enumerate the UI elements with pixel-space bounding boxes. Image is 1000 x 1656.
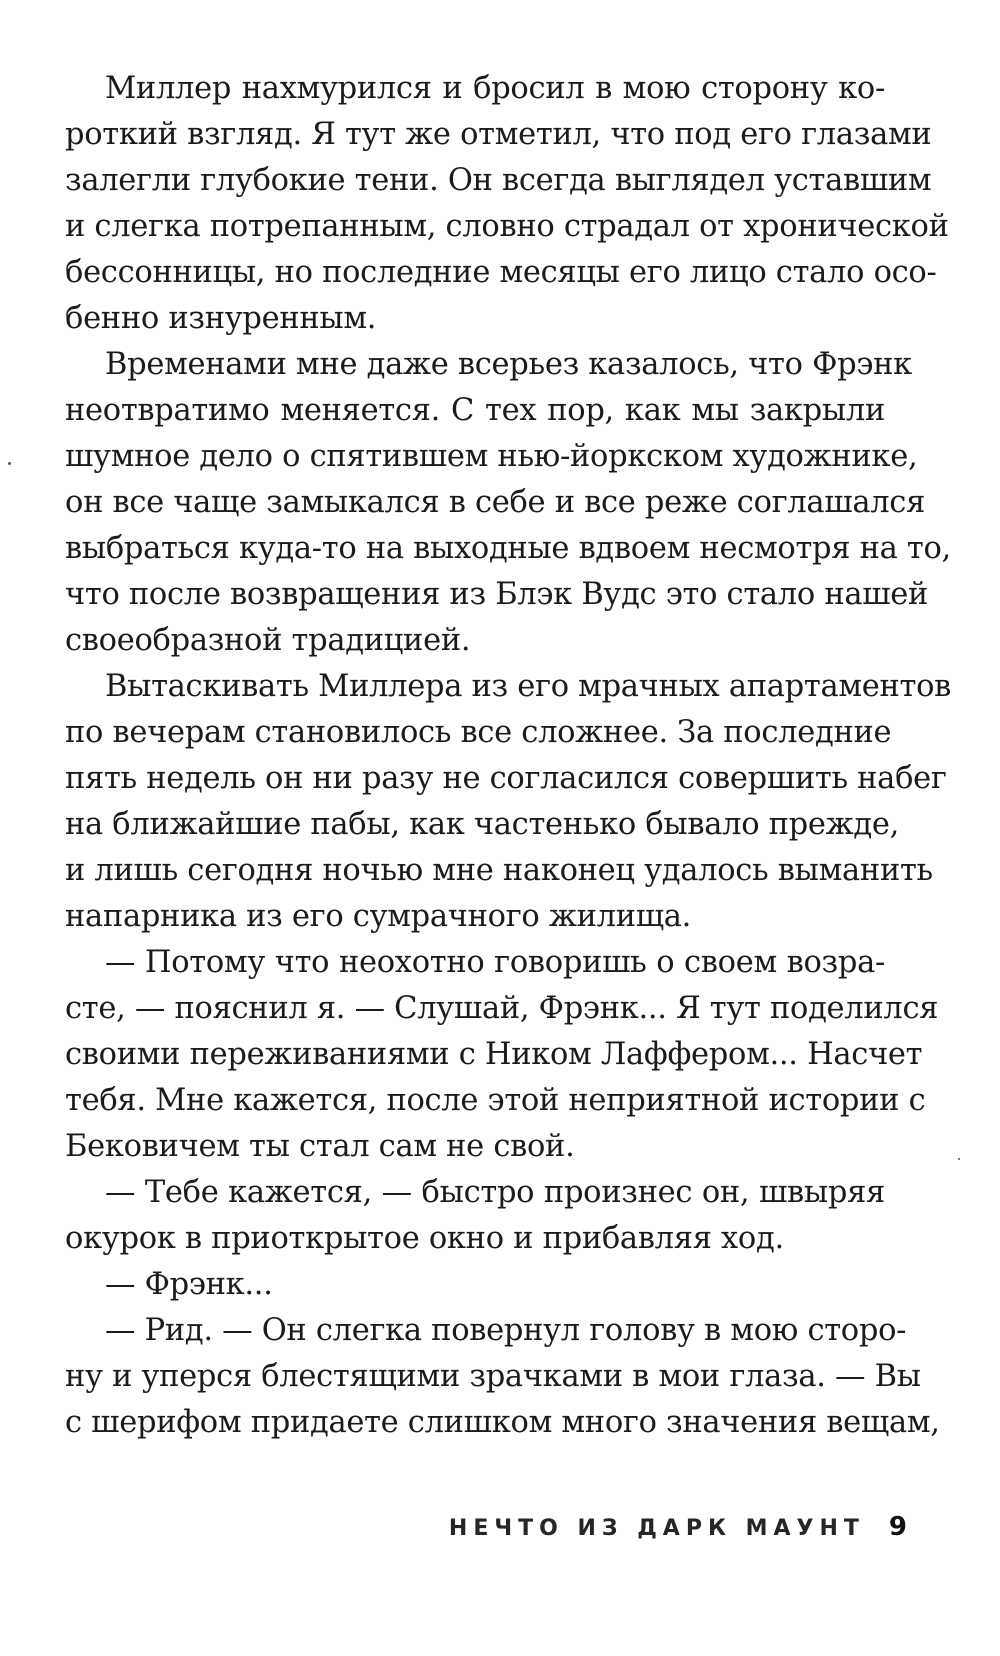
text-line: бессонницы, но последние месяцы его лицо стало осо- (65, 255, 937, 290)
text-line: тебя. Мне кажется, после этой неприятной истории с (65, 1083, 926, 1118)
text-line: роткий взгляд. Я тут же отметил, что под его глазами (65, 117, 932, 152)
text-line: — Фрэнк... (105, 1267, 273, 1302)
text-line: Вытаскивать Миллера из его мрачных апартаментов (105, 669, 952, 704)
scan-speck (8, 462, 11, 465)
text-line: залегли глубокие тени. Он всегда выглядел уставшим (65, 163, 932, 198)
scan-speck (958, 1158, 960, 1160)
text-line: — Потому что неохотно говоришь о своем возра- (105, 945, 885, 980)
text-line: пять недель он ни разу не согласился совершить набег (65, 761, 947, 796)
text-line: — Рид. — Он слегка повернул голову в мою сторо- (105, 1313, 907, 1348)
text-line: ну и уперся блестящими зрачками в мои глаза. — Вы (65, 1359, 921, 1394)
text-line: выбраться куда-то на выходные вдвоем несмотря на то, (65, 531, 951, 566)
text-line: Миллер нахмурился и бросил в мою сторону ко- (105, 71, 885, 106)
text-line: бенно изнуренным. (65, 301, 377, 336)
text-line: с шерифом придаете слишком много значения вещам, (65, 1405, 940, 1440)
text-line: окурок в приоткрытое окно и прибавляя ход. (65, 1221, 784, 1256)
text-line: неотвратимо меняется. С тех пор, как мы закрыли (65, 393, 885, 428)
text-line: своеобразной традицией. (65, 623, 471, 658)
running-footer (449, 1512, 907, 1542)
text-line: шумное дело о спятившем нью-йоркском художнике, (65, 439, 918, 474)
text-line: Бековичем ты стал сам не свой. (65, 1129, 575, 1164)
text-line: сте, — пояснил я. — Слушай, Фрэнк... Я тут поделился (65, 991, 939, 1026)
text-line: по вечерам становилось все сложнее. За последние (65, 715, 892, 750)
text-line: на ближайшие пабы, как частенько бывало прежде, (65, 807, 900, 842)
text-line: Временами мне даже всерьез казалось, что Фрэнк (105, 347, 912, 382)
text-line: он все чаще замыкался в себе и все реже соглашался (65, 485, 926, 520)
page-number: 9 (888, 1512, 907, 1542)
footer-book-title: НЕЧТО ИЗ ДАРК МАУНТ (448, 1516, 865, 1541)
text-line: — Тебе кажется, — быстро произнес он, швыряя (105, 1175, 885, 1210)
text-line: своими переживаниями с Ником Лаффером... Насчет (65, 1037, 923, 1072)
text-line: что после возвращения из Блэк Вудс это стало нашей (65, 577, 929, 612)
text-line: и лишь сегодня ночью мне наконец удалось выманить (65, 853, 933, 888)
text-line: напарника из его сумрачного жилища. (65, 899, 692, 934)
text-line: и слегка потрепанным, словно страдал от хронической (65, 209, 949, 244)
